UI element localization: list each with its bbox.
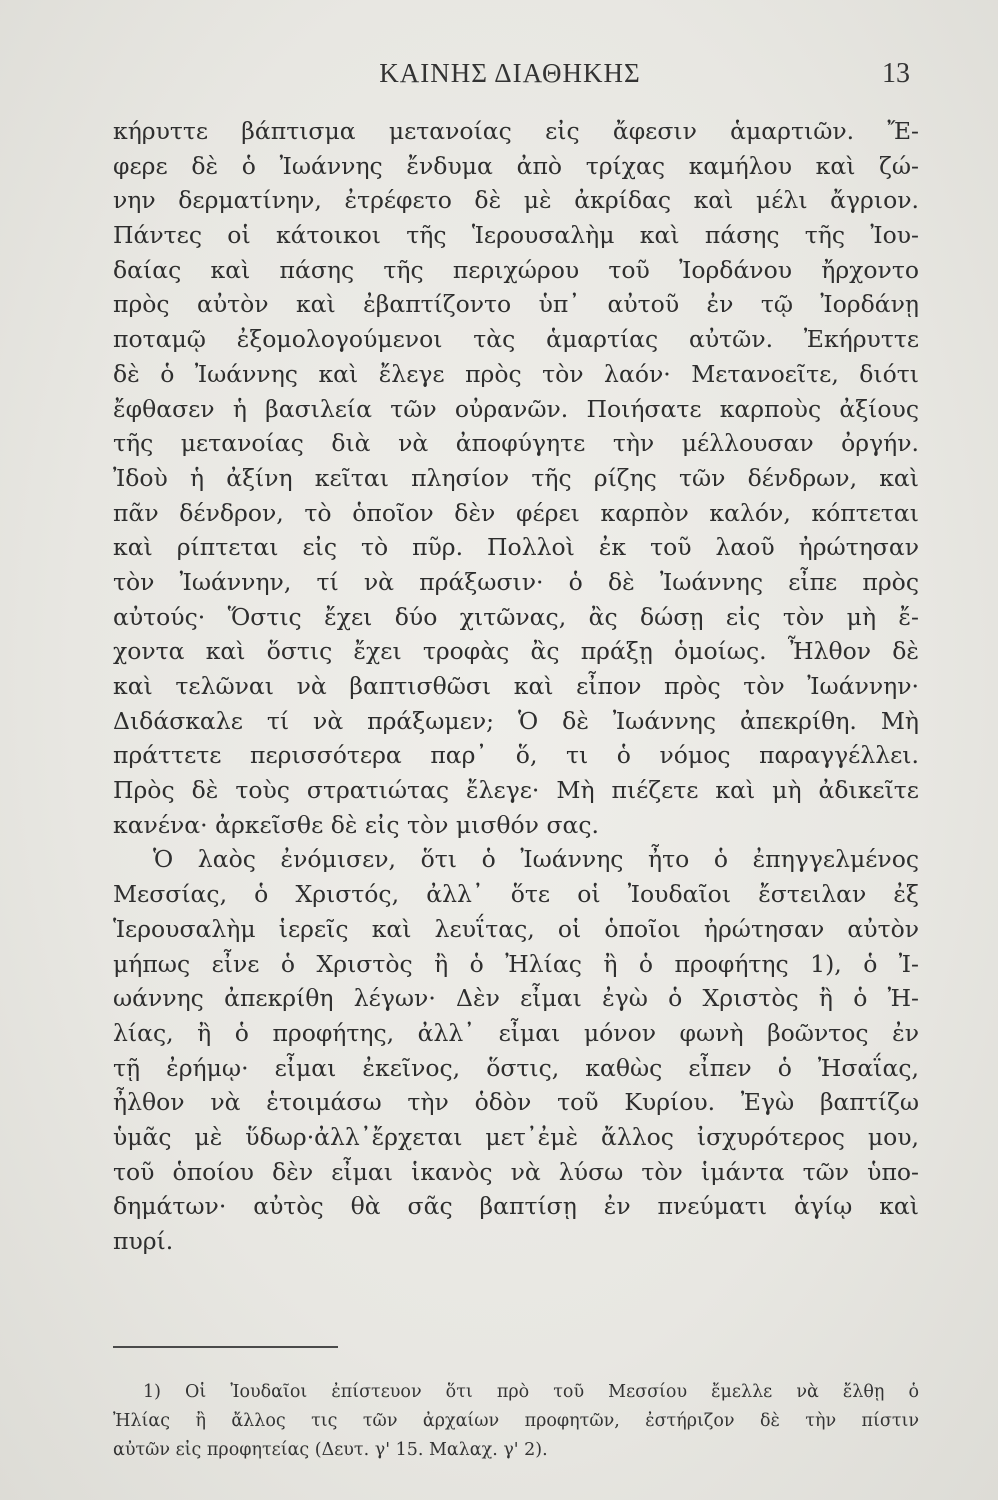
running-head	[110, 58, 910, 92]
text-line: Ἰδοὺ ἡ ἀξίνη κεῖται πλησίον τῆς ρίζης τῶν δένδρων, καὶ	[113, 463, 919, 492]
text-line: νην δερματίνην, ἐτρέφετο δὲ μὲ ἀκρίδας καὶ μέλι ἄγριον.	[113, 186, 919, 215]
text-line: καὶ τελῶναι νὰ βαπτισθῶσι καὶ εἶπον πρὸς τὸν Ἰωάννην·	[113, 672, 919, 700]
text-line: μήπως εἶνε ὁ Χριστὸς ἢ ὁ Ἠλίας ἢ ὁ προφήτης 1), ὁ Ἰ-	[113, 949, 919, 978]
text-line: πυρί.	[113, 1227, 174, 1255]
footnote	[113, 1378, 919, 1465]
text-line: αὐτούς· Ὅστις ἔχει δύο χιτῶνας, ἂς δώσῃ εἰς τὸν μὴ ἔ-	[113, 602, 919, 631]
text-line: ποταμῷ ἐξομολογούμενοι τὰς ἁμαρτίας αὐτῶν. Ἐκήρυττε	[113, 325, 919, 354]
text-line: πράττετε περισσότερα παρ᾿ ὅ, τι ὁ νόμος παραγγέλλει.	[113, 741, 919, 770]
paragraph-start-line: Ὁ λαὸς ἐνόμισεν, ὅτι ὁ Ἰωάννης ἦτο ὁ ἐπηγγελμένος	[153, 845, 919, 874]
text-line: Ἱερουσαλὴμ ἱερεῖς καὶ λευΐτας, οἱ ὁποῖοι ἠρώτησαν αὐτὸν	[113, 914, 919, 943]
text-line: κήρυττε βάπτισμα μετανοίας εἰς ἄφεσιν ἁμαρτιῶν. Ἔ-	[113, 117, 919, 145]
text-line: τὸν Ἰωάννην, τί νὰ πράξωσιν· ὁ δὲ Ἰωάννης εἶπε πρὸς	[113, 567, 919, 596]
text-line: χοντα καὶ ὅστις ἔχει τροφὰς ἂς πράξῃ ὁμοίως. Ἦλθον δὲ	[113, 637, 919, 666]
text-line: Διδάσκαλε τί νὰ πράξωμεν; Ὁ δὲ Ἰωάννης ἀπεκρίθη. Μὴ	[113, 706, 919, 735]
text-line: πᾶν δένδρον, τὸ ὁποῖον δὲν φέρει καρπὸν καλόν, κόπτεται	[113, 498, 919, 527]
text-line: Μεσσίας, ὁ Χριστός, ἀλλ᾿ ὅτε οἱ Ἰουδαῖοι ἔστειλαν ἐξ	[113, 880, 919, 909]
footnote-line: 1) Οἱ Ἰουδαῖοι ἐπίστευον ὅτι πρὸ τοῦ Μεσσίου ἔμελλε νὰ ἔλθῃ ὁ	[143, 1382, 919, 1402]
text-line: λίας, ἢ ὁ προφήτης, ἀλλ᾿ εἶμαι μόνον φωνὴ βοῶντος ἐν	[113, 1018, 919, 1047]
footnote-divider	[113, 1346, 338, 1348]
running-title: ΚΑΙΝΗΣ ΔΙΑΘΗΚΗΣ	[379, 58, 641, 88]
text-line: τοῦ ὁποίου δὲν εἶμαι ἱκανὸς νὰ λύσω τὸν ἱμάντα τῶν ὑπο-	[113, 1157, 919, 1186]
text-line: πρὸς αὐτὸν καὶ ἐβαπτίζοντο ὑπ᾿ αὐτοῦ ἐν τῷ Ἰορδάνῃ	[113, 290, 919, 319]
text-line: δὲ ὁ Ἰωάννης καὶ ἔλεγε πρὸς τὸν λαόν· Μετανοεῖτε, διότι	[113, 359, 919, 388]
text-line: τῇ ἐρήμῳ· εἶμαι ἐκεῖνος, ὅστις, καθὼς εἶπεν ὁ Ἠσαΐας,	[113, 1053, 919, 1082]
page-number: 13	[882, 58, 910, 89]
text-line: δαίας καὶ πάσης τῆς περιχώρου τοῦ Ἰορδάνου ἤρχοντο	[113, 255, 919, 284]
text-line: ἦλθον νὰ ἑτοιμάσω τὴν ὁδὸν τοῦ Κυρίου. Ἐγὼ βαπτίζω	[113, 1088, 919, 1117]
text-line: ωάννης ἀπεκρίθη λέγων· Δὲν εἶμαι ἐγὼ ὁ Χριστὸς ἢ ὁ Ἠ-	[113, 984, 919, 1013]
footnote-line: αὐτῶν εἰς προφητείας (Δευτ. γ' 15. Μαλαχ. γ' 2).	[113, 1440, 548, 1460]
text-line: τῆς μετανοίας διὰ νὰ ἀποφύγητε τὴν μέλλουσαν ὀργήν.	[113, 429, 919, 458]
text-line: ὑμᾶς μὲ ὕδωρ·ἀλλ᾿ἔρχεται μετ᾿ἐμὲ ἄλλος ἰσχυρότερος μου,	[113, 1122, 919, 1151]
text-line: φερε δὲ ὁ Ἰωάννης ἔνδυμα ἀπὸ τρίχας καμήλου καὶ ζώ-	[113, 151, 919, 180]
text-line: κανένα· ἀρκεῖσθε δὲ εἰς τὸν μισθόν σας.	[113, 810, 599, 839]
text-line: καὶ ρίπτεται εἰς τὸ πῦρ. Πολλοὶ ἐκ τοῦ λαοῦ ἠρώτησαν	[113, 533, 919, 562]
footnote-line: Ἠλίας ἢ ἄλλος τις τῶν ἀρχαίων προφητῶν, ἐστήριζον δὲ τὴν πίστιν	[113, 1411, 919, 1431]
text-line: δημάτων· αὐτὸς θὰ σᾶς βαπτίσῃ ἐν πνεύματι ἁγίῳ καὶ	[113, 1192, 919, 1221]
text-line: Πάντες οἱ κάτοικοι τῆς Ἱερουσαλὴμ καὶ πάσης τῆς Ἰου-	[113, 221, 919, 250]
text-line: Πρὸς δὲ τοὺς στρατιώτας ἔλεγε· Μὴ πιέζετε καὶ μὴ ἀδικεῖτε	[113, 776, 919, 805]
text-line: ἔφθασεν ἡ βασιλεία τῶν οὐρανῶν. Ποιήσατε καρποὺς ἀξίους	[113, 394, 919, 423]
body-text	[113, 114, 919, 1259]
